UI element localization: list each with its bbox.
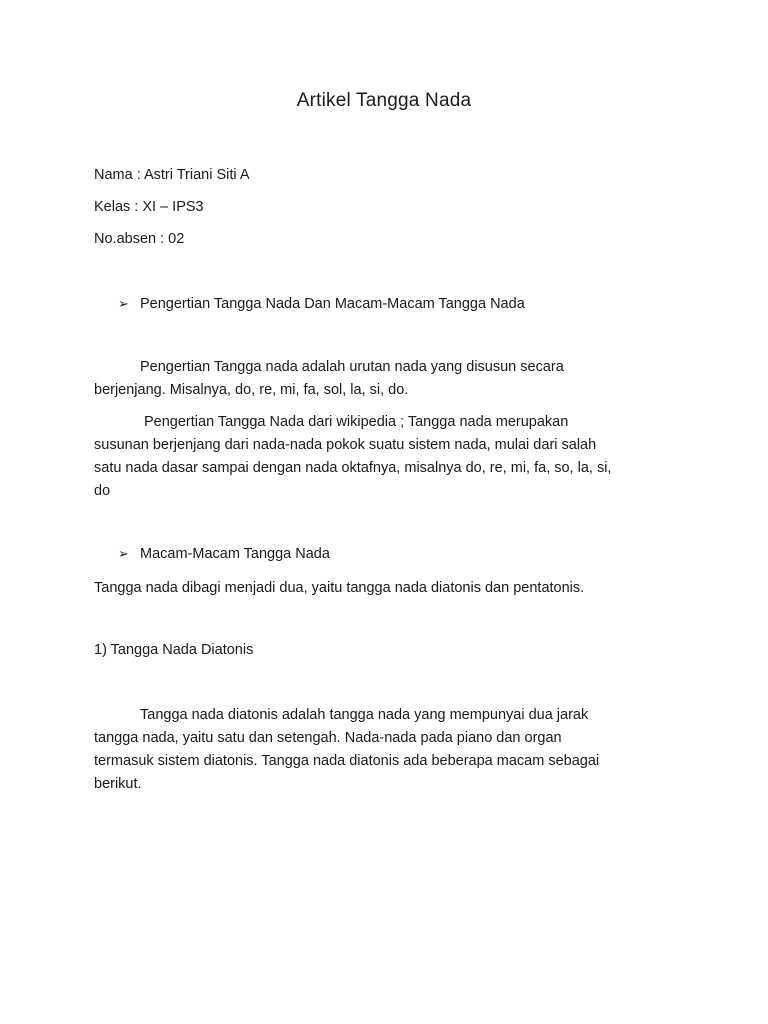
para1-line1: Pengertian Tangga nada adalah urutan nada yang disusun secara bbox=[140, 359, 564, 375]
section2-intro: Tangga nada dibagi menjadi dua, yaitu tangga nada diatonis dan pentatonis. bbox=[94, 580, 585, 596]
para2-line4: do bbox=[94, 483, 111, 499]
identity-absen: No.absen : 02 bbox=[94, 231, 185, 247]
subsection1-line4: berikut. bbox=[94, 776, 142, 792]
para2-line2: susunan berjenjang dari nada-nada pokok suatu sistem nada, mulai dari salah bbox=[94, 437, 597, 453]
para2-line3: satu nada dasar sampai dengan nada oktafnya, misalnya do, re, mi, fa, so, la, si, bbox=[94, 460, 612, 476]
section1-heading-row bbox=[118, 296, 525, 312]
para1-line2: berjenjang. Misalnya, do, re, mi, fa, sol, la, si, do. bbox=[94, 382, 409, 398]
para2-line1: Pengertian Tangga Nada dari wikipedia ; Tangga nada merupakan bbox=[144, 414, 569, 430]
section2-heading-row bbox=[118, 546, 330, 562]
identity-class: Kelas : XI – IPS3 bbox=[94, 199, 204, 215]
document-title: Artikel Tangga Nada bbox=[296, 90, 472, 111]
section1-heading: Pengertian Tangga Nada Dan Macam-Macam Tangga Nada bbox=[140, 296, 525, 312]
identity-name: Nama : Astri Triani Siti A bbox=[94, 167, 250, 183]
arrow-bullet-icon: ➢ bbox=[118, 296, 129, 311]
subsection1-line1: Tangga nada diatonis adalah tangga nada yang mempunyai dua jarak bbox=[140, 707, 589, 723]
subsection1-line3: termasuk sistem diatonis. Tangga nada diatonis ada beberapa macam sebagai bbox=[94, 753, 600, 769]
arrow-bullet-icon: ➢ bbox=[118, 546, 129, 561]
subsection1-line2: tangga nada, yaitu satu dan setengah. Nada-nada pada piano dan organ bbox=[94, 730, 562, 746]
section2-heading: Macam-Macam Tangga Nada bbox=[140, 546, 330, 562]
subsection1-heading: 1) Tangga Nada Diatonis bbox=[94, 642, 254, 658]
